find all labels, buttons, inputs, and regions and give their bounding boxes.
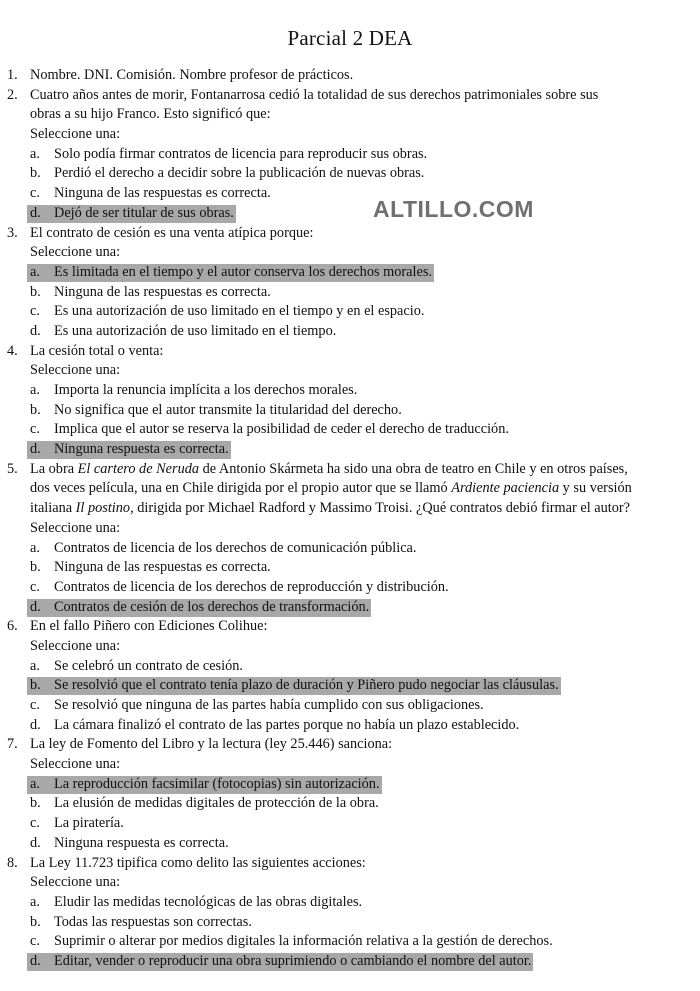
- option-a: [0, 145, 700, 165]
- question-text: [30, 479, 632, 499]
- option-text: Todas las respuestas son correctas.: [54, 913, 252, 930]
- option-text: Ninguna de las respuestas es correcta.: [54, 559, 271, 576]
- question-number: 5.: [7, 460, 18, 477]
- option-text: Solo podía firmar contratos de licencia para reproducir sus obras.: [54, 145, 428, 162]
- question-number: 1.: [7, 67, 18, 83]
- option-text: Perdió el derecho a decidir sobre la publicación de nuevas obras.: [54, 165, 425, 182]
- question-text: [30, 617, 267, 637]
- option-text: No significa que el autor transmite la titularidad del derecho.: [54, 401, 402, 418]
- option-letter: d.: [30, 834, 41, 851]
- option-d-correct: [0, 952, 700, 972]
- option-d-correct: [0, 440, 700, 460]
- option-text: La cámara finalizó el contrato de las partes porque no había un plazo establecido.: [54, 716, 520, 733]
- question-3: [0, 224, 700, 342]
- select-label: Seleccione una:: [30, 519, 121, 536]
- option-letter: c.: [30, 185, 40, 202]
- question-text: [30, 735, 392, 755]
- option-text: La reproducción facsimilar (fotocopias) sin autorización.: [54, 775, 380, 792]
- option-text: Se celebró un contrato de cesión.: [54, 657, 243, 674]
- option-text: Eludir las medidas tecnológicas de las obras digitales.: [54, 893, 363, 910]
- select-label: Seleccione una:: [30, 874, 121, 891]
- text-segment: y su versión: [559, 480, 632, 497]
- option-letter: b.: [30, 401, 41, 418]
- question-text: [30, 460, 628, 480]
- option-letter: d.: [30, 441, 41, 458]
- option-letter: b.: [30, 559, 41, 576]
- option-letter: c.: [30, 933, 40, 950]
- text-segment: La cesión total o venta:: [30, 342, 164, 359]
- option-text: Importa la renuncia implícita a los derechos morales.: [54, 382, 358, 398]
- option-letter: a.: [30, 775, 40, 792]
- option-text: Contratos de licencia de los derechos de reproducción y distribución.: [54, 578, 449, 595]
- option-letter: a.: [30, 382, 40, 398]
- text-segment: italiana: [30, 500, 76, 517]
- option-c: [0, 578, 700, 598]
- option-letter: d.: [30, 716, 41, 733]
- option-text: Contratos de licencia de los derechos de comunicación pública.: [54, 539, 417, 556]
- select-label-line: [0, 361, 700, 381]
- question-line: [0, 617, 700, 637]
- option-c: [0, 932, 700, 952]
- text-segment: dos veces película, una en Chile dirigida por el propio autor que se llamó: [30, 480, 452, 497]
- question-2: [0, 86, 700, 224]
- text-segment: La ley de Fomento del Libro y la lectura (ley 25.446) sanciona:: [30, 736, 393, 753]
- option-text: Ninguna respuesta es correcta.: [54, 441, 229, 458]
- select-label: Seleccione una:: [30, 756, 121, 773]
- select-label: Seleccione una:: [30, 126, 121, 143]
- option-a: [0, 657, 700, 677]
- select-label: Seleccione una:: [30, 244, 121, 261]
- question-number: 8.: [7, 854, 18, 871]
- option-letter: a.: [30, 263, 40, 280]
- italic-title: Il postino: [75, 500, 131, 517]
- option-letter: d.: [30, 598, 41, 615]
- option-a: [0, 539, 700, 559]
- text-segment: En el fallo Piñero con Ediciones Colihue:: [30, 618, 268, 635]
- option-a-correct: [0, 775, 700, 795]
- option-letter: c.: [30, 815, 40, 832]
- option-a-correct: [0, 263, 700, 283]
- option-letter: d.: [30, 322, 41, 339]
- option-letter: d.: [30, 952, 41, 969]
- select-label-line: [0, 755, 700, 775]
- italic-title: Ardiente paciencia: [451, 480, 560, 497]
- option-text: Se resolvió que ninguna de las partes había cumplido con sus obligaciones.: [54, 697, 484, 713]
- text-segment: El contrato de cesión es una venta atípica porque:: [30, 224, 314, 241]
- question-line: [0, 86, 700, 106]
- option-text: Es limitada en el tiempo y el autor conserva los derechos morales.: [54, 263, 432, 280]
- option-letter: b.: [30, 283, 41, 300]
- option-text: Suprimir o alterar por medios digitales la información relativa a la gestión de derechos.: [54, 933, 553, 950]
- option-text: Implica que el autor se reserva la posibilidad de ceder el derecho de traducción.: [54, 421, 509, 438]
- question-1: [0, 66, 700, 86]
- option-text: Contratos de cesión de los derechos de transformación.: [54, 598, 370, 615]
- option-b: [0, 164, 700, 184]
- question-number: 2.: [7, 86, 18, 103]
- question-5: [0, 460, 700, 618]
- option-letter: b.: [30, 795, 41, 812]
- question-line: [0, 499, 700, 519]
- question-text: [30, 342, 163, 362]
- question-7: [0, 735, 700, 853]
- option-letter: b.: [30, 677, 41, 694]
- question-number: 6.: [7, 618, 18, 635]
- question-line: [0, 479, 700, 499]
- option-c: [0, 420, 700, 440]
- question-line: [0, 105, 700, 125]
- option-text: Es una autorización de uso limitado en el tiempo.: [54, 322, 337, 339]
- question-text: [30, 224, 313, 244]
- text-segment: Cuatro años antes de morir, Fontanarrosa cedió la totalidad de sus derechos patrimoniales sobre sus: [30, 86, 599, 103]
- text-segment: obras a su hijo Franco. Esto significó que:: [30, 106, 271, 123]
- question-text: [30, 86, 598, 106]
- option-b-correct: [0, 676, 700, 696]
- question-line: [0, 342, 700, 362]
- select-label-line: [0, 637, 700, 657]
- option-c: [0, 814, 700, 834]
- select-label: Seleccione una:: [30, 362, 121, 379]
- question-4: [0, 342, 700, 460]
- page-title: Parcial 2 DEA: [287, 26, 413, 50]
- option-text: Ninguna de las respuestas es correcta.: [54, 185, 271, 202]
- italic-title: El cartero de Neruda: [77, 460, 200, 477]
- option-text: Se resolvió que el contrato tenía plazo de duración y Piñero pudo negociar las cláusulas.: [54, 677, 559, 694]
- question-line: [0, 854, 700, 874]
- select-label: Seleccione una:: [30, 637, 121, 654]
- question-text: [30, 66, 353, 86]
- option-letter: a.: [30, 893, 40, 910]
- select-label-line: [0, 519, 700, 539]
- option-text: La elusión de medidas digitales de protección de la obra.: [54, 795, 379, 812]
- text-segment: La Ley 11.723 tipifica como delito las siguientes acciones:: [30, 854, 366, 871]
- option-b: [0, 558, 700, 578]
- option-letter: a.: [30, 657, 40, 674]
- text-segment: , dirigida por Michael Radford y Massimo Troisi. ¿Qué contratos debió firmar el autor?: [130, 500, 630, 517]
- option-d: [0, 322, 700, 342]
- option-d: [0, 716, 700, 736]
- option-d-correct: [0, 204, 700, 224]
- question-line: [0, 735, 700, 755]
- option-letter: b.: [30, 165, 41, 182]
- option-b: [0, 913, 700, 933]
- option-b: [0, 794, 700, 814]
- option-letter: a.: [30, 539, 40, 556]
- option-text: Ninguna de las respuestas es correcta.: [54, 283, 271, 300]
- option-d-correct: [0, 598, 700, 618]
- option-letter: a.: [30, 145, 40, 162]
- question-line: [0, 460, 700, 480]
- option-text: Dejó de ser titular de sus obras.: [54, 204, 234, 221]
- option-letter: c.: [30, 578, 40, 595]
- question-line: [0, 224, 700, 244]
- question-number: 3.: [7, 224, 18, 241]
- select-label-line: [0, 125, 700, 145]
- option-c: [0, 184, 700, 204]
- option-text: Es una autorización de uso limitado en el tiempo y en el espacio.: [54, 303, 425, 320]
- text-segment: Nombre. DNI. Comisión. Nombre profesor de prácticos.: [30, 67, 354, 83]
- select-label-line: [0, 243, 700, 263]
- option-c: [0, 302, 700, 322]
- question-list: [0, 66, 700, 972]
- question-text: [30, 499, 630, 519]
- option-text: La piratería.: [54, 815, 124, 832]
- text-segment: de Antonio Skármeta ha sido una obra de teatro en Chile y en otros países,: [199, 460, 628, 477]
- option-c: [0, 696, 700, 716]
- option-letter: c.: [30, 697, 40, 713]
- option-a: [0, 381, 700, 401]
- question-text: [30, 105, 271, 125]
- option-letter: b.: [30, 913, 41, 930]
- question-number: 4.: [7, 342, 18, 359]
- option-letter: c.: [30, 303, 40, 320]
- option-text: Editar, vender o reproducir una obra suprimiendo o cambiando el nombre del autor.: [54, 952, 532, 969]
- option-letter: d.: [30, 204, 41, 221]
- text-segment: La obra: [30, 460, 78, 477]
- select-label-line: [0, 873, 700, 893]
- question-8: [0, 854, 700, 972]
- option-text: Ninguna respuesta es correcta.: [54, 834, 229, 851]
- option-d: [0, 834, 700, 854]
- watermark: ALTILLO.COM: [373, 196, 534, 222]
- option-a: [0, 893, 700, 913]
- question-text: [30, 854, 366, 874]
- question-number: 7.: [7, 736, 18, 753]
- option-letter: c.: [30, 421, 40, 438]
- option-b: [0, 283, 700, 303]
- question-6: [0, 617, 700, 735]
- question-line: [0, 66, 700, 86]
- option-b: [0, 401, 700, 421]
